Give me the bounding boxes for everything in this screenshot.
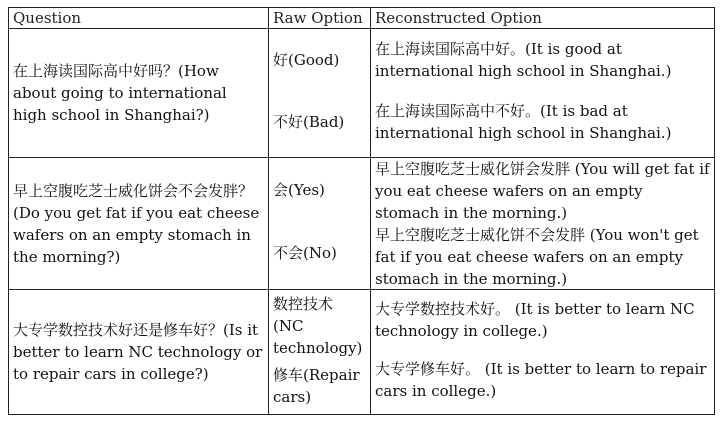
header-row bbox=[9, 8, 715, 29]
question-cell bbox=[9, 290, 269, 415]
raw-option: 不会(No) bbox=[273, 244, 337, 263]
reconstructed-option: 在上海读国际高中好。(It is good at international high school in Shanghai.) bbox=[375, 40, 672, 80]
question-text: 早上空腹吃芝士威化饼会不会发胖？ (Do you get fat if you eat cheese wafers on an empty stomach in the morning?) bbox=[13, 181, 260, 266]
raw-option: 不好(Bad) bbox=[273, 113, 345, 131]
options-table bbox=[8, 7, 715, 415]
table-row bbox=[9, 290, 715, 415]
question-cell bbox=[9, 158, 269, 290]
table-row bbox=[9, 158, 715, 290]
question-cell bbox=[9, 29, 269, 158]
raw-option: 修车(Repair cars) bbox=[273, 365, 360, 406]
reconstructed-option: 早上空腹吃芝士威化饼会发胖 (You will get fat if you eat cheese wafers on an empty stomach in the morning.) bbox=[375, 160, 710, 222]
reconstructed-option: 大专学修车好。 (It is better to learn to repair cars in college.) bbox=[375, 360, 707, 400]
question-text: 在上海读国际高中好吗？(How about going to international high school in Shanghai?) bbox=[13, 62, 227, 124]
question-text: 大专学数控技术好还是修车好？(Is it better to learn NC technology or to repair cars in college?) bbox=[13, 321, 263, 383]
reconstructed-option: 早上空腹吃芝士威化饼不会发胖 (You won't get fat if you eat cheese wafers on an empty stomach in the morning.) bbox=[375, 226, 699, 288]
reconstructed-option: 在上海读国际高中不好。(It is bad at international high school in Shanghai.) bbox=[375, 102, 672, 142]
raw-option: 数控技术 (NC technology) bbox=[273, 294, 363, 357]
header-question: Question bbox=[9, 8, 269, 29]
reconstructed-option-cell bbox=[371, 290, 715, 415]
raw-option-cell bbox=[269, 290, 371, 415]
raw-option: 好(Good) bbox=[273, 51, 340, 69]
raw-option: 会(Yes) bbox=[273, 180, 325, 199]
header-raw-option: Raw Option bbox=[269, 8, 371, 29]
table-row bbox=[9, 29, 715, 158]
raw-option-cell bbox=[269, 29, 371, 158]
reconstructed-option: 大专学数控技术好。 (It is better to learn NC technology in college.) bbox=[375, 300, 695, 340]
raw-option-cell bbox=[269, 158, 371, 290]
reconstructed-option-cell bbox=[371, 29, 715, 158]
header-reconstructed-option: Reconstructed Option bbox=[371, 8, 715, 29]
reconstructed-option-cell bbox=[371, 158, 715, 290]
